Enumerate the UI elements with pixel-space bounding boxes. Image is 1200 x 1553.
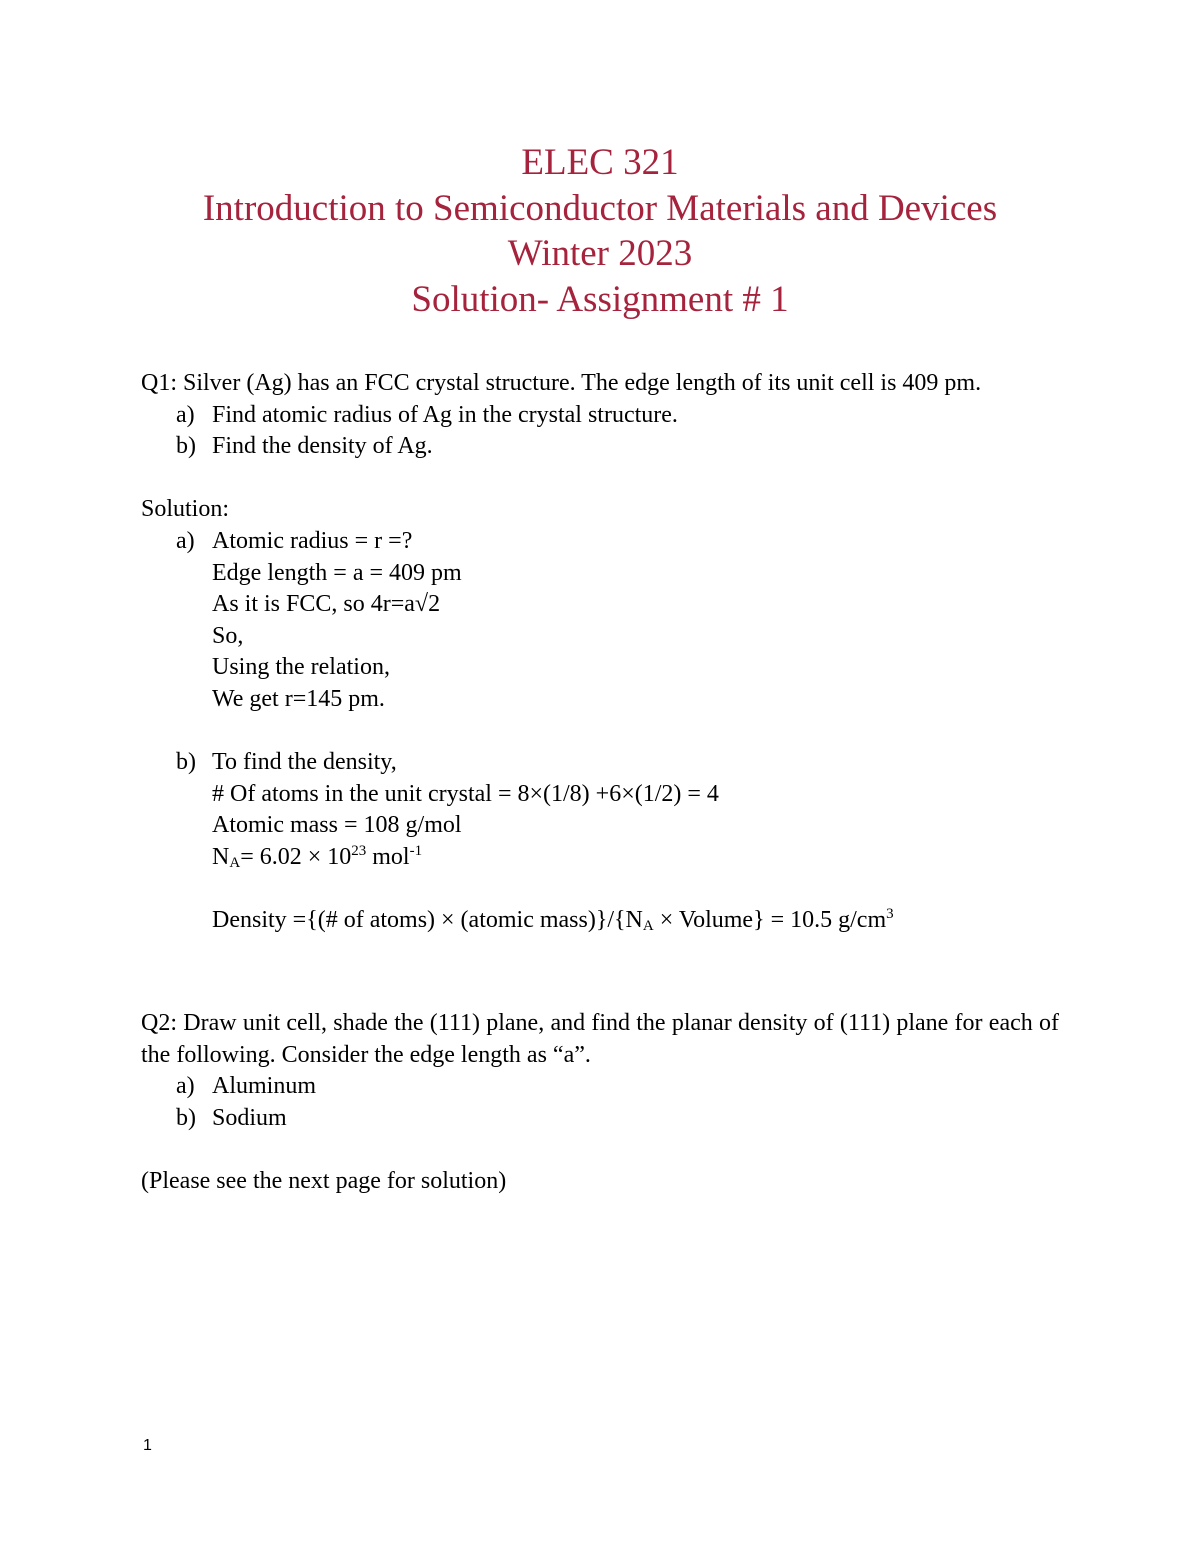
spacer <box>141 1135 1059 1167</box>
solution-b <box>141 747 1059 779</box>
spacer <box>141 968 1059 1008</box>
density-unit-exponent: 3 <box>886 906 894 923</box>
density-formula-line <box>141 905 1059 937</box>
document-title: Solution- Assignment # 1 <box>411 278 789 320</box>
list-marker: b) <box>176 433 196 460</box>
solution-a-line: Using the relation, <box>212 654 390 681</box>
term: Winter 2023 <box>507 233 693 274</box>
list-marker: b) <box>176 749 196 776</box>
atom-count-line: # Of atoms in the unit crystal = 8×(1/8) +6×(1/2) = 4 <box>212 780 719 807</box>
list-marker: a) <box>176 527 195 554</box>
spacer <box>141 463 1059 495</box>
density-subscript: A <box>642 918 654 935</box>
course-code: ELEC 321 <box>521 142 679 183</box>
solution-a-line: As it is FCC, so 4r=a√2 <box>212 591 441 618</box>
density-formula-end: × Volume} = 10.5 g/cm <box>653 907 887 934</box>
solution-b-line: To find the density, <box>212 749 397 776</box>
list-marker: b) <box>176 1105 196 1132</box>
course-title: Introduction to Semiconductor Materials and Devices <box>202 187 998 229</box>
solution-a-line: We get r=145 pm. <box>212 685 385 712</box>
q2-question: Q2: Draw unit cell, shade the (111) plane, and find the planar density of (111) plane for each of the following. Consider the edge length as “a”. <box>141 1010 1059 1068</box>
solution-label: Solution: <box>141 496 230 523</box>
solution-a-line: So, <box>212 622 244 649</box>
solution-a <box>141 526 1059 558</box>
avogadro-exponent: 23 <box>351 842 367 859</box>
list-marker: a) <box>176 1073 195 1100</box>
avogadro-unit-exponent: -1 <box>409 842 423 859</box>
avogadro-line <box>141 842 1059 874</box>
list-item-text: Find atomic radius of Ag in the crystal structure. <box>212 401 678 428</box>
avogadro-value: = 6.02 × 10 <box>240 843 352 870</box>
next-page-note: (Please see the next page for solution) <box>141 1168 507 1195</box>
q1-question: Q1: Silver (Ag) has an FCC crystal structure. The edge length of its unit cell is 409 pm. <box>141 370 982 396</box>
atomic-mass-line: Atomic mass = 108 g/mol <box>212 812 462 839</box>
density-formula-start: Density ={(# of atoms) × (atomic mass)}/{N <box>212 907 643 934</box>
avogadro-unit: mol <box>366 843 410 870</box>
page-number: 1 <box>143 1437 152 1454</box>
spacer <box>141 716 1059 748</box>
solution-a-line: Atomic radius = r =? <box>212 527 413 554</box>
solution-a-line: Edge length = a = 409 pm <box>212 559 462 586</box>
spacer <box>141 874 1059 906</box>
document-body <box>141 368 1059 1198</box>
avogadro-symbol: N <box>212 843 230 870</box>
list-item-text: Aluminum <box>212 1073 317 1100</box>
spacer <box>141 937 1059 969</box>
q2-part-a <box>141 1071 1059 1103</box>
q1-part-a <box>141 400 1059 432</box>
q2-part-b <box>141 1103 1059 1135</box>
avogadro-subscript: A <box>229 854 241 871</box>
q1-part-b <box>141 431 1059 463</box>
list-item-text: Sodium <box>212 1105 287 1132</box>
document-header <box>0 140 1200 322</box>
list-marker: a) <box>176 401 195 428</box>
list-item-text: Find the density of Ag. <box>212 433 433 460</box>
